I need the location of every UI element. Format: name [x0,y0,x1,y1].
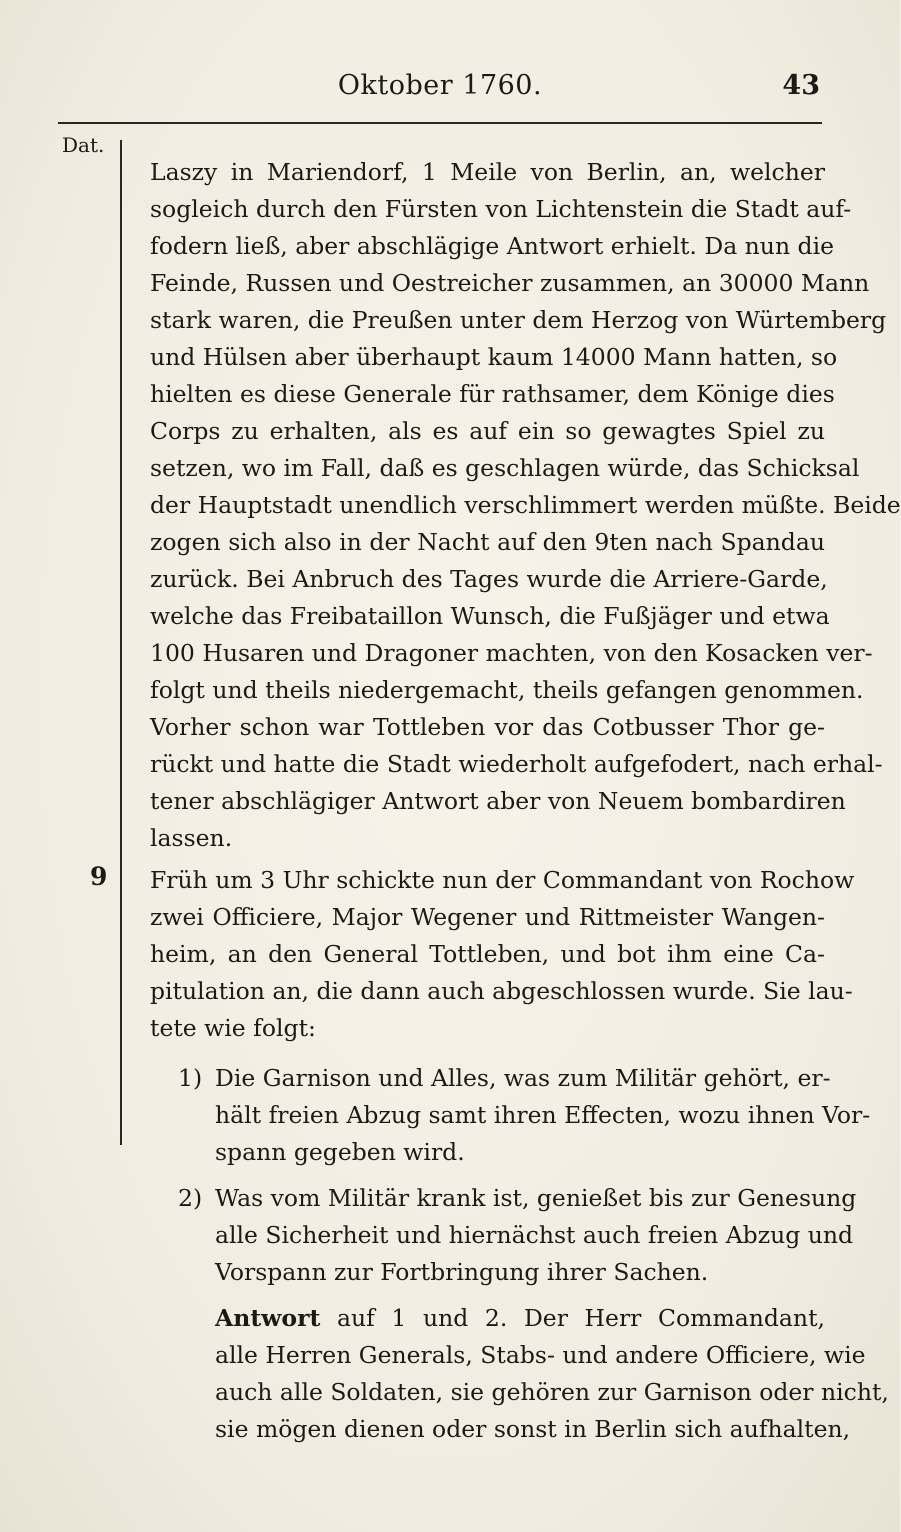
running-title: Oktober 1760. [337,70,543,101]
text-line: auch alle Soldaten, sie gehören zur Garnison oder nicht, [215,1378,889,1406]
text-line: Die Garnison und Alles, was zum Militär gehört, er- [215,1064,831,1092]
text-line: alle Sicherheit und hiernächst auch freien Abzug und [215,1221,854,1249]
text-line: Vorher schon war Tottleben vor das Cotbusser Thor ge- [150,713,825,741]
text-line: Feinde, Russen und Oestreicher zusammen, an 30000 Mann [150,269,870,297]
text-line: alle Herren Generals, Stabs- und andere Officiere, wie [215,1341,866,1369]
text-line: hielten es diese Generale für rathsamer, dem Könige dies [150,380,835,408]
text-line: folgt und theils niedergemacht, theils gefangen genommen. [150,676,864,704]
text-line: Laszy in Mariendorf, 1 Meile von Berlin, an, welcher [150,158,825,186]
text-line [215,1300,825,1336]
text-line: tete wie folgt: [150,1014,316,1042]
text-line: heim, an den General Tottleben, und bot ihm eine Ca- [150,940,825,968]
header-rule [58,122,822,124]
text-line: Früh um 3 Uhr schickte nun der Commandant von Rochow [150,866,855,894]
list-marker: 2) [178,1184,203,1212]
text-line: zurück. Bei Anbruch des Tages wurde die Arriere-Garde, [150,565,828,593]
text-line: Was vom Militär krank ist, genießet bis zur Genesung [215,1184,857,1212]
text-line: rückt und hatte die Stadt wiederholt aufgefodert, nach erhal- [150,750,883,778]
text-line: zogen sich also in der Nacht auf den 9ten nach Spandau [150,528,825,556]
text-line: der Hauptstadt unendlich verschlimmert werden müßte. Beide [150,491,901,519]
text-line: setzen, wo im Fall, daß es geschlagen würde, das Schicksal [150,454,860,482]
antwort-first-line: auf 1 und 2. Der Herr Commandant, [336,1304,825,1332]
text-line: Vorspann zur Fortbringung ihrer Sachen. [215,1258,709,1286]
text-line: pitulation an, die dann auch abgeschlossen wurde. Sie lau- [150,977,853,1005]
text-line: Corps zu erhalten, als es auf ein so gewagtes Spiel zu [150,417,825,445]
text-line: 100 Husaren und Dragoner machten, von den Kosacken ver- [150,639,873,667]
text-line: zwei Officiere, Major Wegener und Rittmeister Wangen- [150,903,825,931]
text-line: sie mögen dienen oder sonst in Berlin sich aufhalten, [215,1415,851,1443]
date-column-rule [120,140,122,1145]
list-marker: 1) [178,1064,203,1092]
text-line: hält freien Abzug samt ihren Effecten, wozu ihnen Vor- [215,1101,871,1129]
text-line: welche das Freibataillon Wunsch, die Fußjäger und etwa [150,602,830,630]
text-line: spann gegeben wird. [215,1138,465,1166]
text-line: lassen. [150,824,233,852]
margin-date: 9 [90,862,108,891]
page-header [60,70,820,110]
text-line: sogleich durch den Fürsten von Lichtenstein die Stadt auf- [150,195,852,223]
text-line: tener abschlägiger Antwort aber von Neuem bombardiren [150,787,846,815]
antwort-heading: Antwort [215,1304,321,1332]
text-line: stark waren, die Preußen unter dem Herzog von Würtemberg [150,306,887,334]
page-number: 43 [782,70,820,101]
date-column-label: Dat. [62,133,105,157]
text-line: und Hülsen aber überhaupt kaum 14000 Mann hatten, so [150,343,838,371]
text-line: fodern ließ, aber abschlägige Antwort erhielt. Da nun die [150,232,835,260]
